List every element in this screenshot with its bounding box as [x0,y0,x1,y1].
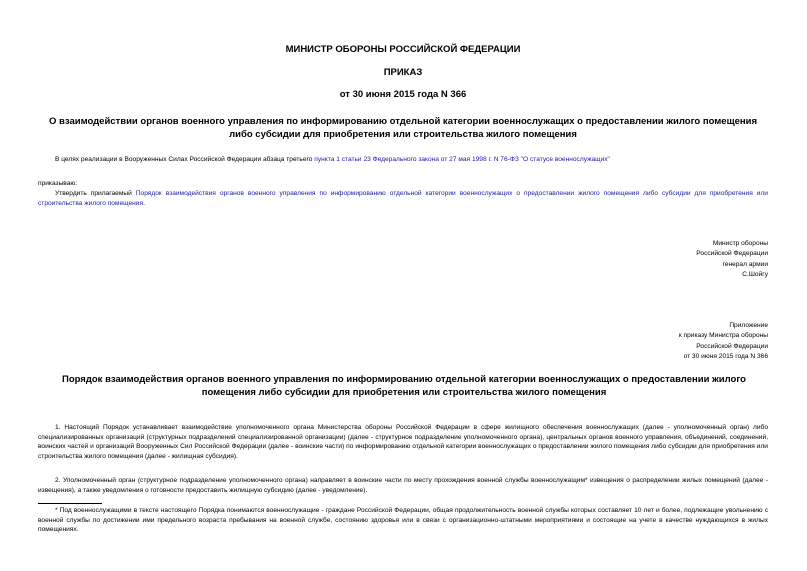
footnote-divider [38,503,102,504]
procedure-paragraph-1: 1. Настоящий Порядок устанавливает взаимодействие уполномоченного органа Министерства обороны Российской Федерации в сфере жилищного обеспечения военнослужащих (далее - уполномоченный орган) либо специализированных организаций (структурных подразделений специализированной организации) (далее - структурное подразделение уполномоченного органа), центральных органов военного управления, объединений, соединений, воинских частей и организаций Вооруженных Сил Российской Федерации (далее - воинские части) по информированию отдельной категории военнослужащих о предоставлении жилого помещения либо субсидии для приобретения или строительства жилого помещения (далее - жилищная субсидия). [38,424,768,460]
preamble-basis [38,155,768,165]
law-link[interactable]: пункта 1 статьи 23 Федерального закона от 27 мая 1998 г. N 76-ФЗ "О статусе военнослужащих" [314,156,610,163]
appendix-line-4: от 30 июня 2015 года N 366 [683,352,768,360]
preamble-basis-text: В целях реализации в Вооруженных Силах Российской Федерации абзаца третьего [55,156,315,163]
order-word: приказываю: [38,180,78,187]
order-heading: ПРИКАЗ [383,67,423,78]
ministry-heading: МИНИСТР ОБОРОНЫ РОССИЙСКОЙ ФЕДЕРАЦИИ [285,44,521,55]
order-date-number: от 30 июня 2015 года N 366 [339,89,467,100]
appendix-block [568,321,768,362]
appendix-line-3: Российской Федерации [696,342,768,350]
procedure-title: Порядок взаимодействия органов военного управления по информированию отдельной категории военнослужащих о предоставлении жилого помещения либо субсидии для приобретения или строительства жилого помещения [62,374,746,398]
approve-paragraph [38,189,768,208]
appendix-line-1: Приложение [729,322,768,329]
signature-line-name: С.Шойгу [742,270,768,278]
approve-text: Утвердить прилагаемый [55,190,136,197]
signature-line-country: Российской Федерации [696,250,768,258]
order-title: О взаимодействии органов военного управления по информированию отдельной категории военнослужащих о предоставлении жилого помещения либо субсидии для приобретения или строительства жилого помещения [48,116,757,140]
appendix-line-2: к приказу Министра обороны [678,332,768,340]
approve-end: . [143,199,145,207]
procedure-link[interactable]: Порядок взаимодействия органов военного управления по информированию отдельной категории военнослужащих о предоставлении жилого помещения либо субсидии для приобретения или строительства жилого помещения [38,190,768,207]
procedure-paragraph-2: 2. Уполномоченный орган (структурное подразделение уполномоченного органа) направляет в воинские части по месту прохождения военной службы военнослужащим* извещения о распределении жилых помещений (далее - извещения), а также уведомления о готовности предоставить жилищную субсидию (далее - уведомление). [38,477,768,494]
signature-block [568,239,768,280]
signature-line-rank: генерал армии [722,260,768,268]
signature-line-position: Министр обороны [712,240,768,247]
footnote: * Под военнослужащими в тексте настоящего Порядка понимаются военнослужащие - граждане Российской Федерации, общая продолжительность военной службы которых составляет 10 лет и более, подлежащие увольнению с военной службы по достижении ими предельного возраста пребывания на военной службе, состоянию здоровья или в связи с организационно-штатными мероприятиями и состоящие на учете в качестве нуждающихся в жилых помещениях. [38,507,768,534]
